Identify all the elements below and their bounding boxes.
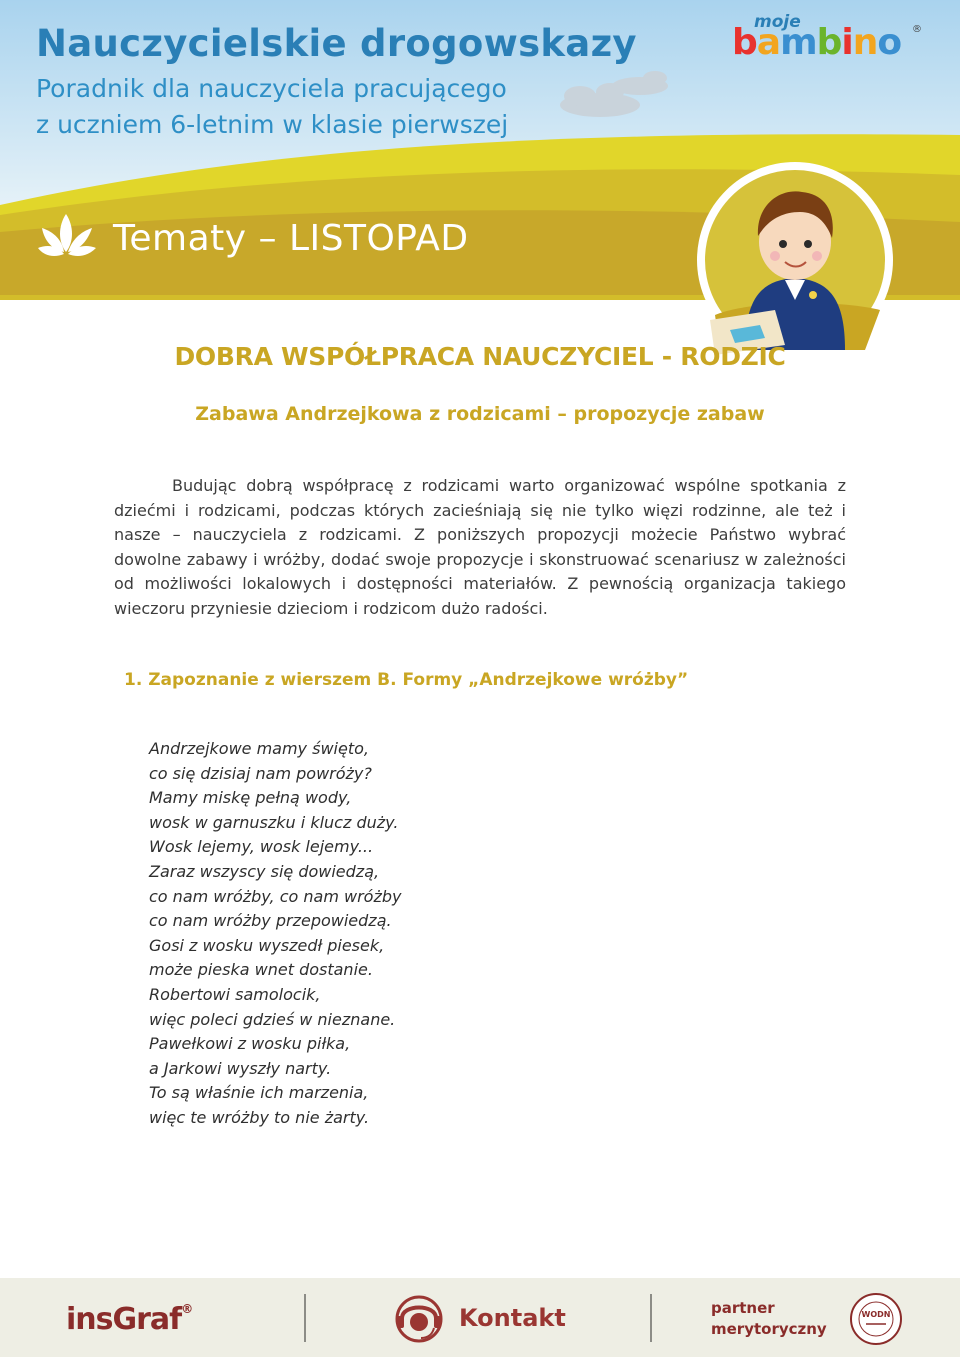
poem-line: może pieska wnet dostanie.	[149, 960, 373, 980]
logo-letter: n	[852, 22, 878, 63]
subtitle-line-1: Poradnik dla nauczyciela pracującego	[36, 74, 507, 103]
poem-line: Gosi z wosku wyszedł piesek,	[149, 935, 385, 955]
logo-letter: o	[877, 22, 902, 63]
poem-line: więc te wróżby to nie żarty.	[149, 1107, 370, 1127]
section-title: 1. Zapoznanie z wierszem B. Formy „Andrzejkowe wróżby”	[124, 670, 689, 690]
poem-line: więc poleci gdzieś w nieznane.	[149, 1009, 396, 1029]
poem-line: To są właśnie ich marzenia,	[149, 1083, 369, 1103]
logo-letter: m	[780, 22, 817, 63]
logo-letter: a	[756, 22, 781, 63]
partner-label-line-1: partner	[711, 1299, 775, 1317]
footer-divider	[304, 1294, 306, 1342]
wodn-seal-text: WODN	[861, 1310, 891, 1319]
logo-wordmark	[732, 22, 901, 63]
kontakt-logo-text: Kontakt	[459, 1304, 566, 1332]
partner-label-line-2: merytoryczny	[711, 1320, 827, 1338]
poem-line: Robertowi samolocik,	[149, 984, 321, 1004]
insgraf-logo	[66, 1302, 192, 1337]
partner-label	[711, 1298, 827, 1340]
main-heading: DOBRA WSPÓŁPRACA NAUCZYCIEL - RODZIC	[174, 342, 786, 371]
moje-bambino-logo	[732, 12, 922, 66]
poem-line: co nam wróżby przepowiedzą.	[149, 911, 392, 931]
leaf-icon	[38, 212, 96, 262]
intro-paragraph: Budując dobrą współpracę z rodzicami warto organizować wspólne spotkania z dziećmi i rodzicami, podczas których zacieśniają się nie tylko więzi rodzinne, ale też i nasze – nauczyciela z rodzicami. Z poniższych propozycji możecie Państwo wybrać dowolne zabawy i wróżby, dodać swoje propozycje i skonstruować scenariusz w zależności od możliwości lokalowych i dostępności materiałów. Z pewnością organizacja takiego wieczoru przyniesie dzieciom i rodzicom dużo radości.	[114, 476, 846, 618]
poem	[149, 737, 401, 1131]
logo-letter: b	[816, 22, 842, 63]
poem-line: Zaraz wszyscy się dowiedzą,	[149, 861, 380, 881]
insgraf-logo-text: insGraf	[66, 1302, 182, 1337]
headset-icon	[390, 1294, 448, 1344]
subtitle-line-2: z uczniem 6-letnim w klasie pierwszej	[36, 110, 509, 139]
wodn-seal	[849, 1292, 903, 1346]
logo-letter: b	[732, 22, 757, 63]
insgraf-registered-mark: ®	[181, 1302, 193, 1316]
poem-line: co się dzisiaj nam powróży?	[149, 763, 372, 783]
poem-line: co nam wróżby, co nam wróżby	[149, 886, 402, 906]
logo-small-text: moje	[754, 12, 801, 32]
footer-divider	[650, 1294, 652, 1342]
poem-line: Andrzejkowe mamy święto,	[149, 739, 369, 758]
section-label: Tematy – LISTOPAD	[113, 218, 469, 259]
page-footer	[0, 1278, 960, 1357]
logo-registered-mark: ®	[912, 24, 922, 35]
page-title: Nauczycielskie drogowskazy	[36, 22, 637, 65]
main-subheading: Zabawa Andrzejkowa z rodzicami – propozycje zabaw	[195, 403, 765, 425]
logo-letter: i	[841, 22, 853, 63]
poem-line: Wosk lejemy, wosk lejemy...	[149, 837, 374, 857]
boy-illustration	[690, 160, 900, 360]
poem-line: Pawełkowi z wosku piłka,	[149, 1034, 351, 1054]
poem-line: Mamy miskę pełną wody,	[149, 788, 352, 808]
poem-line: wosk w garnuszku i klucz duży.	[149, 812, 399, 832]
poem-line: a Jarkowi wyszły narty.	[149, 1058, 332, 1078]
